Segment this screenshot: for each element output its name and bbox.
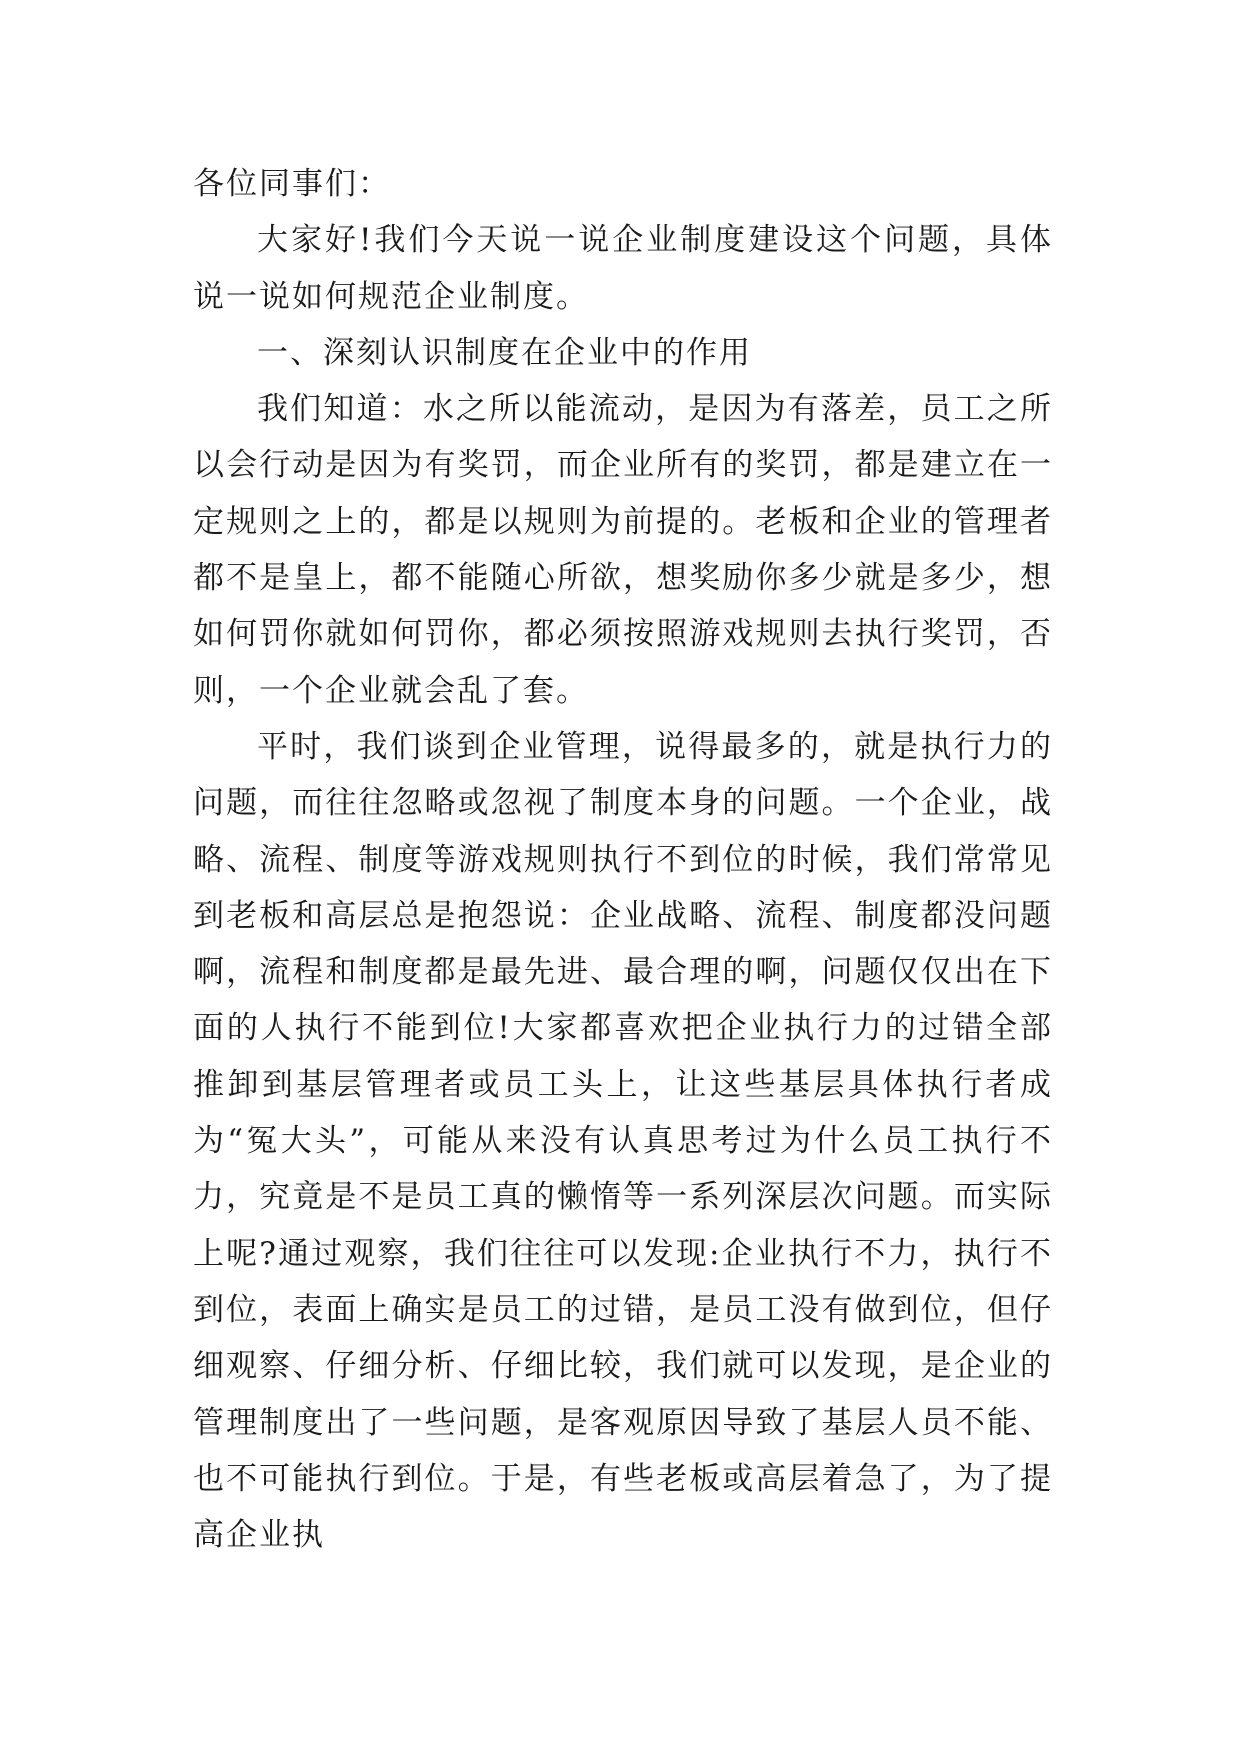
paragraph-rules: 我们知道：水之所以能流动，是因为有落差，员工之所以会行动是因为有奖罚，而企业所有的奖罚，都是建立在一定规则之上的，都是以规则为前提的。老板和企业的管理者都不是皇上，都不能随心所欲，想奖励你多少就是多少，想如何罚你就如何罚你，都必须按照游戏规则去执行奖罚，否则，一个企业就会乱了套。 [193, 391, 1053, 709]
paragraph-intro: 大家好!我们今天说一说企业制度建设这个问题，具体说一说如何规范企业制度。 [193, 222, 1053, 315]
paragraph-execution: 平时，我们谈到企业管理，说得最多的，就是执行力的问题，而往往忽略或忽视了制度本身的问题。一个企业，战略、流程、制度等游戏规则执行不到位的时候，我们常常见到老板和高层总是抱怨说：企业战略、流程、制度都没问题啊，流程和制度都是最先进、最合理的啊，问题仅仅出在下面的人执行不能到位!大家都喜欢把企业执行力的过错全部推卸到基层管理者或员工头上，让这些基层具体执行者成为“冤大头”，可能从来没有认真思考过为什么员工执行不力，究竟是不是员工真的懒惰等一系列深层次问题。而实际上呢?通过观察，我们往往可以发现:企业执行不力，执行不到位，表面上确实是员工的过错，是员工没有做到位，但仔细观察、仔细分析、仔细比较，我们就可以发现，是企业的管理制度出了一些问题，是客观原因导致了基层人员不能、也不可能执行到位。于是，有些老板或高层着急了，为了提高企业执 [193, 728, 1053, 1554]
document-body [193, 156, 1053, 1563]
section-heading: 一、深刻认识制度在企业中的作用 [257, 334, 752, 371]
greeting: 各位同事们： [193, 166, 391, 202]
